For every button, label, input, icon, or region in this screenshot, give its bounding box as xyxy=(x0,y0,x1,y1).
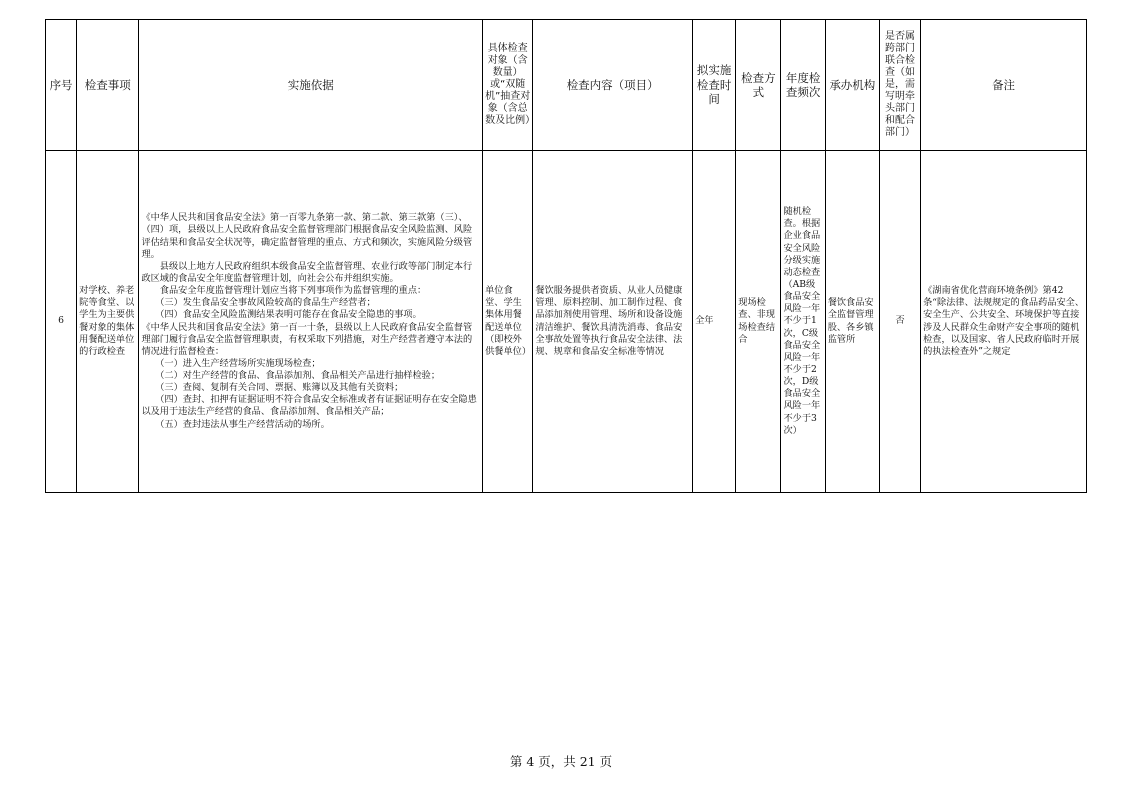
header-row xyxy=(46,20,1087,151)
row-time: 全年 xyxy=(693,151,736,493)
header-frequency: 年度检查频次 xyxy=(781,20,825,151)
table-row xyxy=(46,151,1087,493)
basis-paragraph: （一）进入生产经营场所实施现场检查； xyxy=(141,357,321,369)
header-method: 检查方式 xyxy=(736,20,781,151)
row-item: 对学校、养老院等食堂、以学生为主要供餐对象的集体用餐配送单位的行政检查 xyxy=(77,151,139,493)
header-time: 拟实施检查时间 xyxy=(693,20,736,151)
basis-paragraph: 食品安全年度监督管理计划应当将下列事项作为监督管理的重点： xyxy=(141,285,427,297)
basis-paragraph: 《中华人民共和国食品安全法》第一百零九条第一款、第二款、第三款第（三）、（四）项，县级以上人民政府食品安全监督管理部门根据食品安全风险监测、风险评估结果和食品安全状况等，确定监督管理的重点、方式和频次，实施风险分级管理。 xyxy=(141,212,473,260)
page-number: 第 4 页，共 21 页 xyxy=(509,754,613,769)
row-basis xyxy=(139,151,483,493)
header-item: 检查事项 xyxy=(77,20,139,151)
basis-paragraph: （四）食品安全风险监测结果表明可能存在食品安全隐患的事项。 xyxy=(141,309,422,321)
header-remark: 备注 xyxy=(921,20,1087,151)
basis-paragraph: 《中华人民共和国食品安全法》第一百一十条，县级以上人民政府食品安全监督管理部门履行食品安全监督管理职责，有权采取下列措施，对生产经营者遵守本法的情况进行监督检查： xyxy=(141,321,473,357)
basis-paragraph: （四）查封、扣押有证据证明不符合食品安全标准或者有证据证明存在安全隐患以及用于违法生产经营的食品、食品添加剂、食品相关产品； xyxy=(141,394,477,418)
basis-paragraph: （五）查封违法从事生产经营活动的场所。 xyxy=(141,418,330,430)
header-basis: 实施依据 xyxy=(139,20,483,151)
header-object: 具体检查对象（含数量）或“双随机”抽查对象（含总数及比例） xyxy=(483,20,533,151)
basis-paragraph: （三）查阅、复制有关合同、票据、账簿以及其他有关资料； xyxy=(141,382,404,394)
row-frequency: 随机检查。根据企业食品安全风险分级实施动态检查（AB级食品安全风险一年不少于1次，C级食品安全风险一年不少于2次，D级食品安全风险一年不少于3次） xyxy=(781,151,825,493)
header-content: 检查内容（项目） xyxy=(533,20,693,151)
row-method: 现场检查、非现场检查结合 xyxy=(736,151,781,493)
inspection-sheet xyxy=(45,19,1087,493)
row-agency: 餐饮食品安全监督管理股、各乡镇监管所 xyxy=(825,151,879,493)
row-seq: 6 xyxy=(46,151,77,493)
row-joint: 否 xyxy=(879,151,920,493)
basis-paragraph: 县级以上地方人民政府组织本级食品安全监督管理、农业行政等部门制定本行政区域的食品安全年度监督管理计划，向社会公布并组织实施。 xyxy=(141,260,473,284)
inspection-table xyxy=(45,19,1087,493)
basis-paragraph: （二）对生产经营的食品、食品添加剂、食品相关产品进行抽样检验； xyxy=(141,370,441,382)
header-agency: 承办机构 xyxy=(825,20,879,151)
row-object: 单位食堂、学生集体用餐配送单位（即校外供餐单位） xyxy=(483,151,533,493)
row-content: 餐饮服务提供者资质、从业人员健康管理、原料控制、加工制作过程、食品添加剂使用管理、场所和设备设施清洁维护、餐饮具清洗消毒、食品安全事故处置等执行食品安全法律、法规、规章和食品安全标准等情况 xyxy=(533,151,693,493)
row-remark: 《湖南省优化营商环境条例》第42条“除法律、法规规定的食品药品安全、安全生产、公共安全、环境保护等直接涉及人民群众生命财产安全事项的随机检查，以及国家、省人民政府临时开展的执法检查外”之规定 xyxy=(921,151,1087,493)
header-seq: 序号 xyxy=(46,20,77,151)
header-joint: 是否属跨部门联合检查（如是，需写明牵头部门和配合部门） xyxy=(879,20,920,151)
basis-paragraph: （三）发生食品安全事故风险较高的食品生产经营者； xyxy=(141,297,376,309)
